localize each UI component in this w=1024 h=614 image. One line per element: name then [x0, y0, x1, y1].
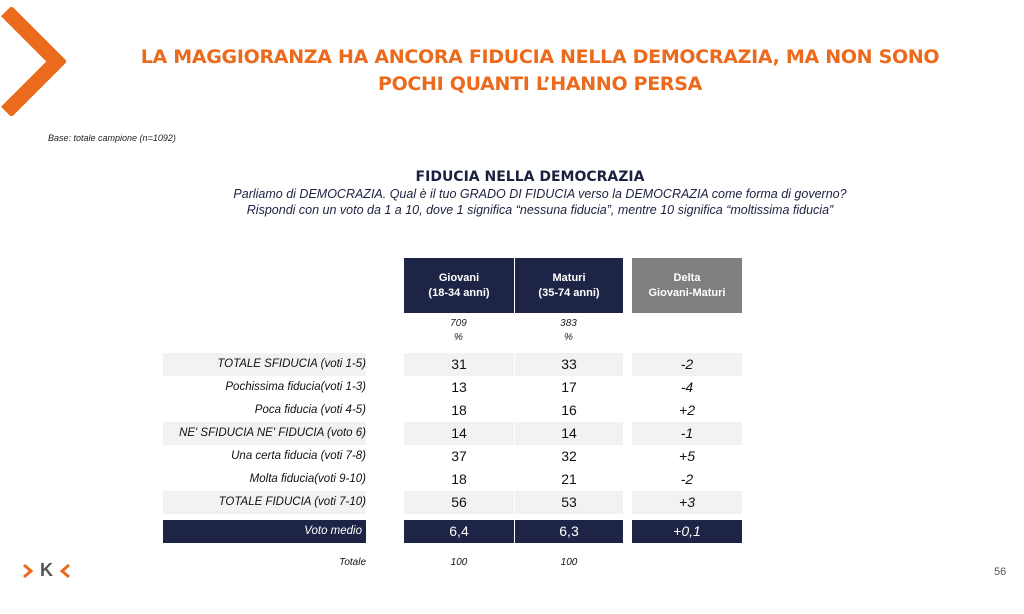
totale-row: [0, 551, 1024, 574]
value-maturi: 16: [561, 402, 577, 418]
value-giovani: 13: [451, 379, 467, 395]
sample-n: 709: [450, 318, 467, 329]
sample-size-giovani: [404, 317, 513, 345]
value-delta: +3: [632, 491, 742, 514]
table-row: [0, 445, 1024, 468]
page-title-line-1: LA MAGGIORANZA HA ANCORA FIDUCIA NELLA DEMOCRAZIA, MA NON SONO: [140, 46, 940, 68]
value-delta: -1: [632, 422, 742, 445]
value-giovani: 18: [451, 471, 467, 487]
value-delta: -2: [680, 471, 694, 487]
value-maturi: 17: [561, 379, 577, 395]
chevron-left-icon: [59, 563, 71, 579]
column-header-maturi: [515, 258, 623, 313]
value-maturi: 6,3: [515, 520, 623, 543]
question-title: FIDUCIA NELLA DEMOCRAZIA: [415, 169, 645, 185]
row-label: Una certa fiducia (voti 7-8): [231, 450, 366, 462]
base-note: Base: totale campione (n=1092): [48, 133, 176, 143]
column-header-line: Giovani: [438, 271, 480, 284]
row-label: NE' SFIDUCIA NE' FIDUCIA (voto 6): [163, 422, 366, 445]
row-label: Poca fiducia (voti 4-5): [254, 404, 366, 416]
value-giovani: 37: [451, 448, 467, 464]
value-giovani: 18: [451, 402, 467, 418]
sample-unit: %: [564, 332, 573, 343]
brand-logo: [22, 560, 71, 581]
chevron-right-icon: [22, 563, 34, 579]
table-row: [0, 422, 1024, 445]
value-maturi: 33: [515, 353, 623, 376]
column-header-delta: [632, 258, 742, 313]
value-maturi: 100: [560, 557, 578, 568]
chevron-logo-icon: [0, 6, 67, 118]
table-row: [0, 399, 1024, 422]
value-giovani: 14: [404, 422, 514, 445]
value-delta: -4: [680, 379, 694, 395]
value-maturi: 53: [515, 491, 623, 514]
sample-unit: %: [454, 332, 463, 343]
value-delta: +2: [679, 402, 695, 418]
table-row: [0, 468, 1024, 491]
value-giovani: 100: [450, 557, 468, 568]
value-maturi: 14: [515, 422, 623, 445]
column-header-line: (18-34 anni): [428, 286, 490, 299]
table-row: [0, 353, 1024, 376]
table-row: [0, 491, 1024, 514]
value-giovani: 56: [404, 491, 514, 514]
value-giovani: 31: [404, 353, 514, 376]
value-delta: +5: [679, 448, 695, 464]
value-maturi: 21: [561, 471, 577, 487]
value-maturi: 32: [561, 448, 577, 464]
logo-letter: K: [40, 560, 53, 580]
voto-medio-row: [0, 520, 1024, 543]
row-label: Pochissima fiducia(voti 1-3): [225, 381, 366, 393]
row-label: Molta fiducia(voti 9-10): [249, 473, 366, 485]
row-label: TOTALE FIDUCIA (voti 7-10): [163, 491, 366, 514]
column-header-giovani: [404, 258, 514, 313]
question-line-1: Parliamo di DEMOCRAZIA. Qual è il tuo GRADO DI FIDUCIA verso la DEMOCRAZIA come forma di governo?: [233, 187, 847, 201]
sample-size-maturi: [514, 317, 623, 345]
value-delta: -2: [632, 353, 742, 376]
value-delta: +0,1: [632, 520, 742, 543]
table-row: [0, 376, 1024, 399]
page-title-line-2: POCHI QUANTI L’HANNO PERSA: [377, 73, 703, 95]
sample-n: 383: [560, 318, 577, 329]
value-giovani: 6,4: [404, 520, 514, 543]
page-number: 56: [994, 566, 1007, 578]
question-text: [150, 186, 930, 218]
question-line-2: Rispondi con un voto da 1 a 10, dove 1 significa “nessuna fiducia”, mentre 10 significa “moltissima fiducia”: [246, 203, 834, 217]
row-label: TOTALE SFIDUCIA (voti 1-5): [163, 353, 366, 376]
column-header-line: (35-74 anni): [538, 286, 600, 299]
column-header-line: Maturi: [552, 271, 586, 284]
row-label: Voto medio: [163, 520, 366, 543]
row-label: Totale: [339, 557, 366, 568]
column-header-line: Giovani-Maturi: [648, 286, 726, 299]
page-title: [100, 44, 980, 98]
column-header-line: Delta: [673, 271, 701, 284]
